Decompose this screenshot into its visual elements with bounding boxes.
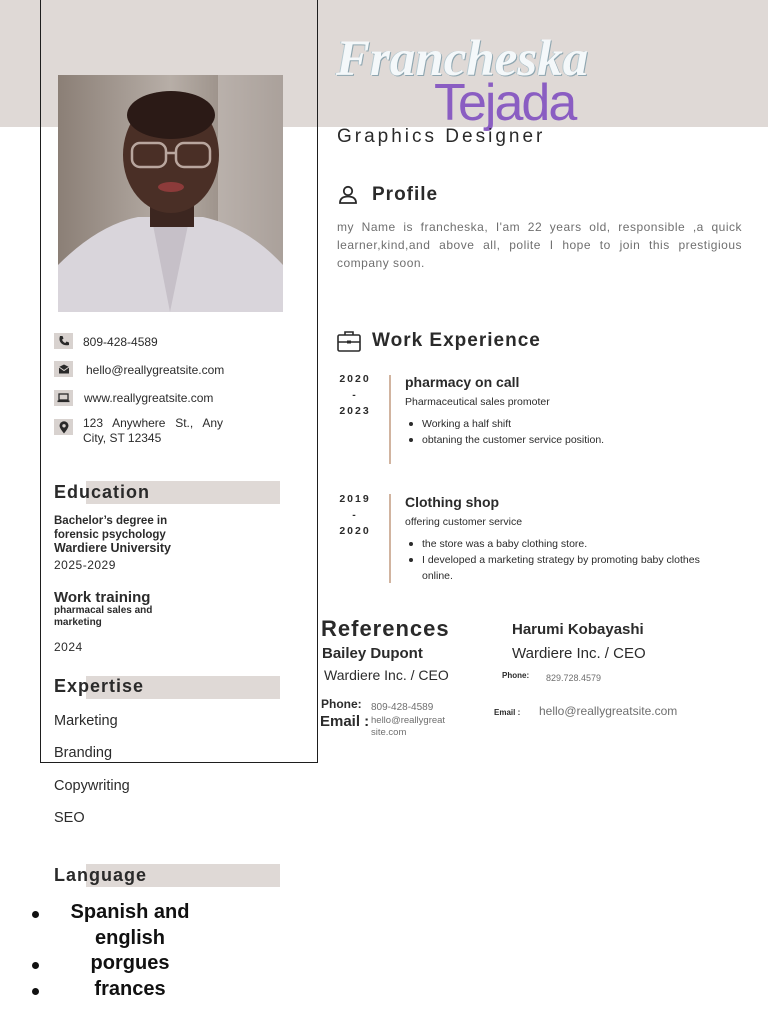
job-end-year: 2020 [339, 525, 371, 537]
expertise-item: Branding [54, 745, 113, 761]
profile-photo [58, 75, 283, 312]
language-item-label: Spanish and english [70, 901, 190, 949]
language-list [32, 900, 222, 1002]
reference-email[interactable]: hello@reallygreatsite.com [539, 704, 678, 718]
reference-org: Wardiere Inc. / CEO [324, 667, 449, 683]
phone-icon [54, 333, 73, 349]
job-dates [330, 491, 380, 539]
education-university: Wardiere University [54, 541, 171, 555]
timeline-bar [389, 494, 391, 583]
contact-website[interactable]: www.reallygreatsite.com [84, 391, 214, 405]
reference-phone: 809-428-4589 [371, 702, 434, 713]
education-degree: Bachelor’s degree in forensic psychology [54, 515, 168, 541]
bullet [32, 911, 39, 918]
laptop-icon [54, 390, 73, 406]
job-dates [330, 371, 380, 419]
contact-email[interactable]: hello@reallygreatsite.com [86, 363, 225, 377]
language-item [32, 951, 222, 977]
expertise-heading: Expertise [54, 676, 145, 696]
profile-text: my Name is francheska, I'am 22 years old, responsible ,a quick learner,kind,and above all, polite I hope to join this prestigious company soon. [337, 220, 742, 270]
reference-email-label: Email : [494, 708, 521, 717]
language-heading: Language [54, 865, 148, 885]
briefcase-icon [337, 330, 363, 356]
reference-phone-label: Phone: [502, 671, 530, 680]
person-icon [337, 184, 363, 210]
reference-name: Bailey Dupont [322, 645, 423, 662]
language-item-label: frances [94, 977, 166, 1000]
job-role: Pharmaceutical sales promoter [405, 396, 550, 408]
timeline-bar [389, 375, 391, 464]
education-years: 2025-2029 [54, 558, 116, 572]
job-end-year: 2023 [339, 405, 371, 417]
education-heading: Education [54, 482, 151, 502]
job-bullet-list [405, 536, 705, 584]
envelope-icon [54, 361, 73, 377]
references-heading: References [321, 616, 450, 641]
reference-email-label: Email : [320, 713, 370, 730]
job-title: Graphics Designer [337, 126, 546, 147]
reference-name: Harumi Kobayashi [512, 621, 644, 638]
job-date-separator: - [352, 389, 358, 401]
bullet [32, 988, 39, 995]
job-role: offering customer service [405, 516, 523, 528]
expertise-item: Marketing [54, 713, 118, 729]
language-item [32, 977, 222, 1003]
job-company: pharmacy on call [405, 374, 520, 390]
contact-address: 123 Anywhere St., Any City, ST 12345 [83, 416, 223, 445]
expertise-item: SEO [54, 810, 85, 826]
last-name: Tejada [434, 74, 576, 132]
job-start-year: 2020 [339, 373, 371, 385]
expertise-item: Copywriting [54, 778, 130, 794]
first-name: Francheska [336, 31, 589, 87]
reference-org: Wardiere Inc. / CEO [512, 645, 646, 662]
contact-phone: 809-428-4589 [83, 335, 158, 349]
language-item [32, 900, 222, 951]
location-pin-icon [54, 419, 73, 435]
language-item-label: porgues [90, 952, 170, 974]
job-bullet-list [405, 416, 705, 448]
job-bullet: I developed a marketing strategy by promoting baby clothes online. [405, 552, 705, 584]
job-bullet: Working a half shift [405, 416, 705, 432]
training-subtitle: pharmacal sales and marketing [54, 605, 153, 628]
job-company: Clothing shop [405, 494, 500, 510]
training-year: 2024 [54, 640, 83, 654]
job-start-year: 2019 [339, 493, 371, 505]
reference-phone-label: Phone: [321, 697, 362, 711]
training-title: Work training [54, 589, 151, 606]
profile-heading: Profile [372, 184, 439, 205]
bullet [32, 962, 39, 969]
job-bullet: the store was a baby clothing store. [405, 536, 705, 552]
job-date-separator: - [352, 509, 358, 521]
reference-phone: 829.728.4579 [546, 673, 602, 683]
reference-email[interactable]: hello@reallygreat site.com [371, 715, 446, 738]
job-bullet: obtaning the customer service position. [405, 432, 705, 448]
experience-heading: Work Experience [372, 330, 541, 351]
portrait-image [58, 75, 283, 312]
